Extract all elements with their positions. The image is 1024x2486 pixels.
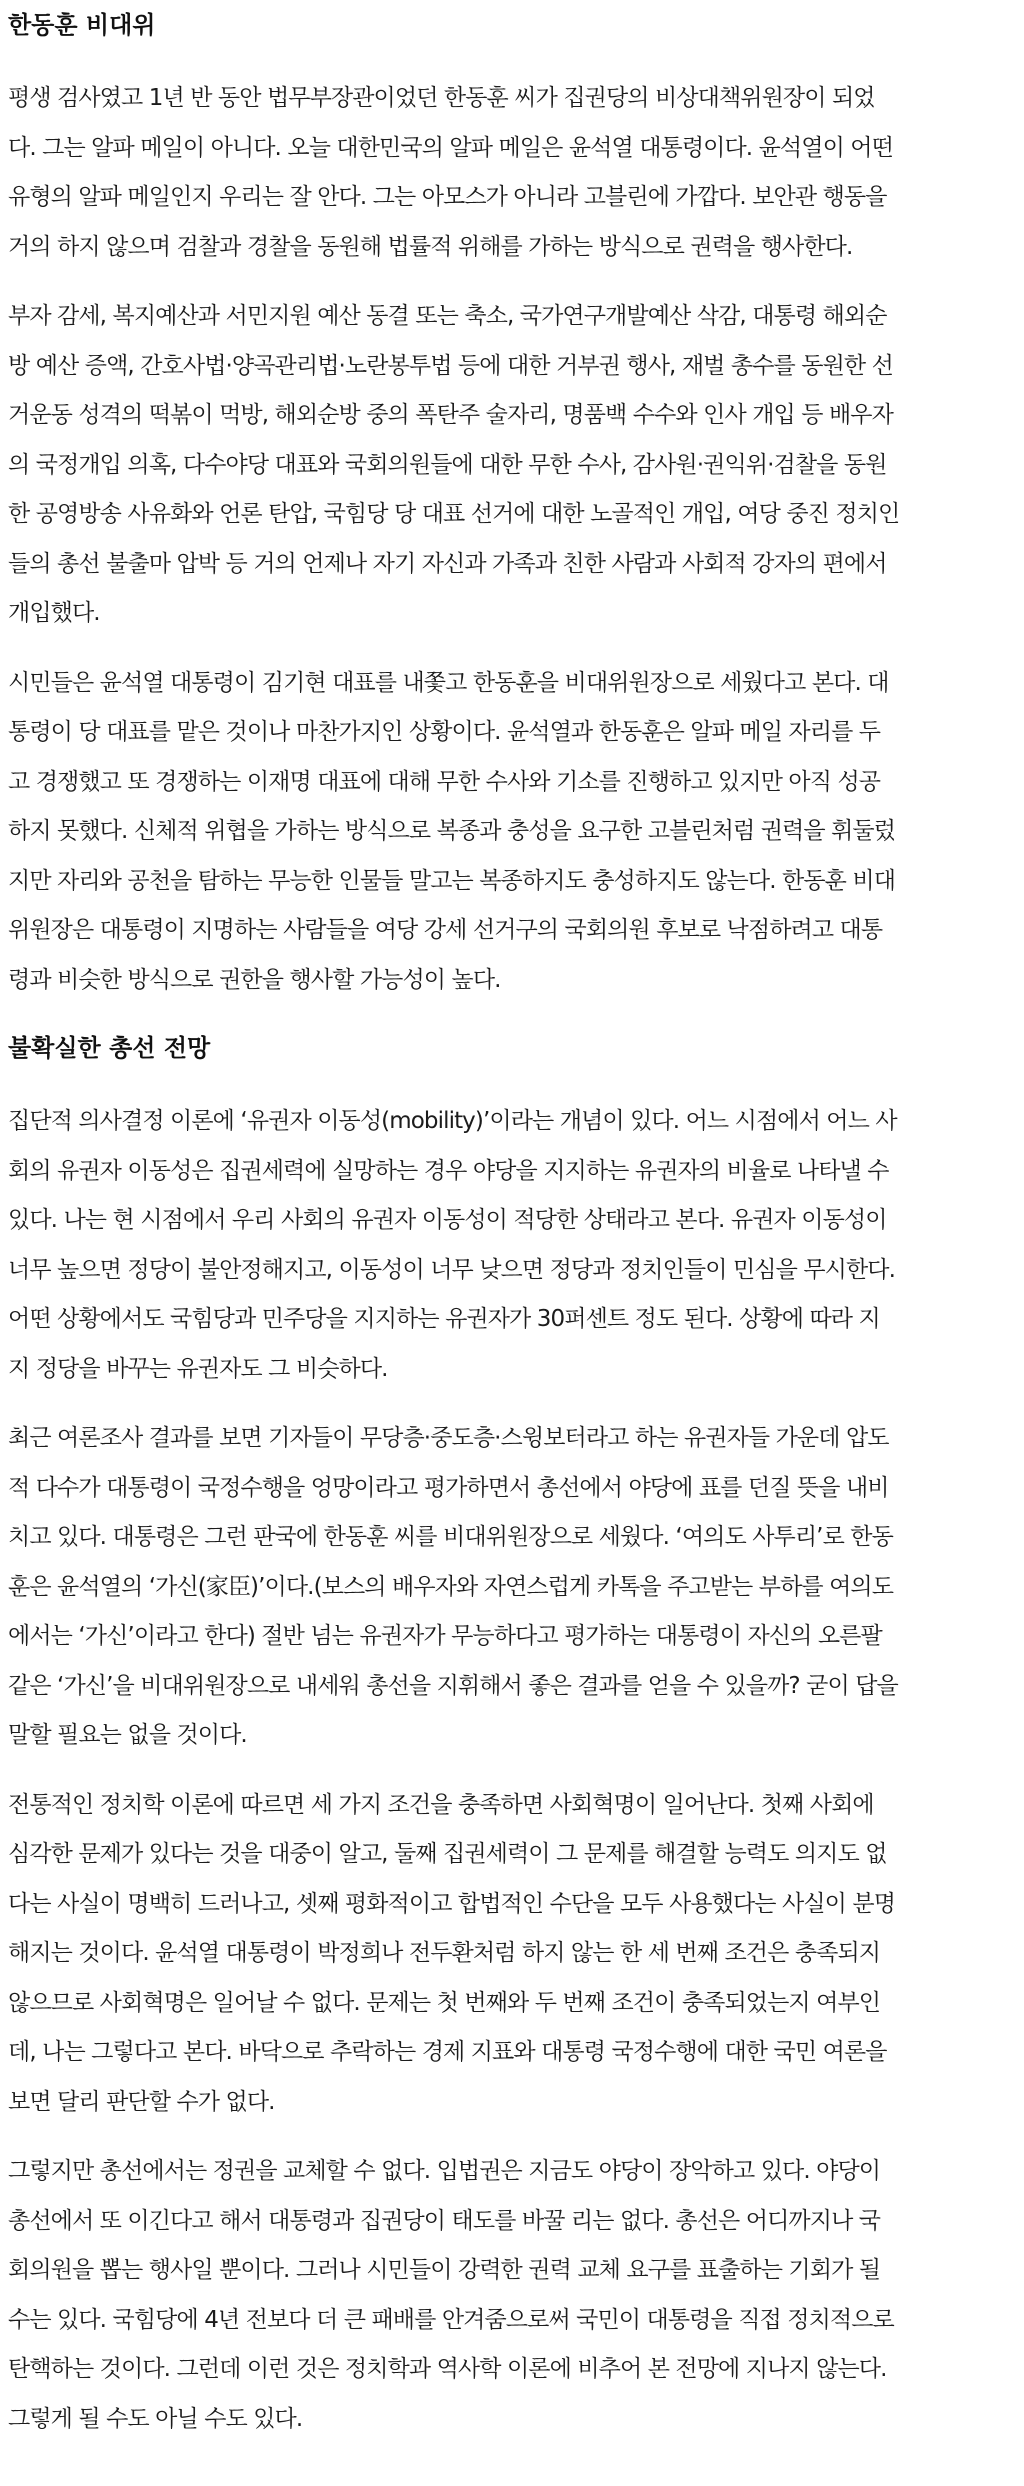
paragraph-line: 보면 달리 판단할 수가 없다. bbox=[8, 2088, 275, 2115]
paragraph-line: 거운동 성격의 떡볶이 먹방, 해외순방 중의 폭탄주 술자리, 명품백 수수와 인사 개입 등 배우자 bbox=[8, 402, 893, 428]
paragraph-line: 개입했다. bbox=[8, 600, 100, 626]
paragraph-line: 통령이 당 대표를 맡은 것이나 마찬가지인 상황이다. 윤석열과 한동훈은 알파 메일 자리를 두 bbox=[8, 719, 881, 745]
paragraph bbox=[8, 1414, 1014, 1761]
paragraph bbox=[8, 1781, 1014, 2128]
paragraph-line: 적 다수가 대통령이 국정수행을 엉망이라고 평가하면서 총선에서 야당에 표를 던질 뜻을 내비 bbox=[8, 1474, 889, 1501]
section-title-1: 한동훈 비대위 bbox=[8, 11, 156, 39]
paragraph-line: 다. 그는 알파 메일이 아니다. 오늘 대한민국의 알파 메일은 윤석열 대통령이다. 윤석열이 어떤 bbox=[8, 134, 893, 161]
paragraph-line: 다는 사실이 명백히 드러나고, 셋째 평화적이고 합법적인 수단을 모두 사용했다는 사실이 분명 bbox=[8, 1890, 896, 1917]
paragraph-line: 집단적 의사결정 이론에 ‘유권자 이동성(mobility)’이라는 개념이 있다. 어느 시점에서 어느 사 bbox=[8, 1108, 897, 1134]
paragraph-line: 한 공영방송 사유화와 언론 탄압, 국힘당 당 대표 선거에 대한 노골적인 개입, 여당 중진 정치인 bbox=[8, 501, 900, 527]
paragraph-line: 않으므로 사회혁명은 일어날 수 없다. 문제는 첫 번째와 두 번째 조건이 충족되었는지 여부인 bbox=[8, 1989, 881, 2016]
paragraph-line: 들의 총선 불출마 압박 등 거의 언제나 자기 자신과 가족과 친한 사람과 사회적 강자의 편에서 bbox=[8, 550, 887, 577]
paragraph-line: 해지는 것이다. 윤석열 대통령이 박정희나 전두환처럼 하지 않는 한 세 번째 조건은 충족되지 bbox=[8, 1940, 881, 1966]
paragraph-line: 평생 검사였고 1년 반 동안 법무부장관이었던 한동훈 씨가 집권당의 비상대책위원장이 되었 bbox=[8, 85, 875, 111]
paragraph-line: 그렇지만 총선에서는 정권을 교체할 수 없다. 입법권은 지금도 야당이 장악하고 있다. 야당이 bbox=[8, 2158, 881, 2184]
paragraph-line: 총선에서 또 이긴다고 해서 대통령과 집권당이 태도를 바꿀 리는 없다. 총선은 어디까지나 국 bbox=[8, 2207, 881, 2234]
paragraph bbox=[8, 74, 1014, 272]
paragraph-line: 말할 필요는 없을 것이다. bbox=[8, 1722, 247, 1748]
paragraph-line: 고 경쟁했고 또 경쟁하는 이재명 대표에 대해 무한 수사와 기소를 진행하고 있지만 아직 성공 bbox=[8, 768, 881, 795]
paragraph-line: 있다. 나는 현 시점에서 우리 사회의 유권자 이동성이 적당한 상태라고 본다. 유권자 이동성이 bbox=[8, 1207, 887, 1233]
paragraph-line: 그렇게 될 수도 아닐 수도 있다. bbox=[8, 2405, 303, 2432]
paragraph-line: 어떤 상황에서도 국힘당과 민주당을 지지하는 유권자가 30퍼센트 정도 된다. 상황에 따라 지 bbox=[8, 1306, 880, 1332]
paragraph-line: 지 정당을 바꾸는 유권자도 그 비슷하다. bbox=[8, 1355, 388, 1382]
paragraph-line: 시민들은 윤석열 대통령이 김기현 대표를 내쫓고 한동훈을 비대위원장으로 세웠다고 본다. 대 bbox=[8, 669, 889, 696]
section-title-2: 불확실한 총선 전망 bbox=[8, 1034, 211, 1062]
paragraph-line: 하지 못했다. 신체적 위협을 가하는 방식으로 복종과 충성을 요구한 고블린처럼 권력을 휘둘렀 bbox=[8, 818, 896, 844]
paragraph bbox=[8, 292, 1014, 639]
paragraph bbox=[8, 659, 1014, 1006]
paragraph-line: 최근 여론조사 결과를 보면 기자들이 무당층·중도층·스윙보터라고 하는 유권자들 가운데 압도 bbox=[8, 1425, 889, 1451]
paragraph-line: 탄핵하는 것이다. 그런데 이런 것은 정치학과 역사학 이론에 비추어 본 전망에 지나지 않는다. bbox=[8, 2356, 887, 2382]
paragraph-line: 지만 자리와 공천을 탐하는 무능한 인물들 말고는 복종하지도 충성하지도 않는다. 한동훈 비대 bbox=[8, 867, 896, 894]
paragraph-line: 위원장은 대통령이 지명하는 사람들을 여당 강세 선거구의 국회의원 후보로 낙점하려고 대통 bbox=[8, 917, 883, 943]
paragraph-line: 령과 비슷한 방식으로 권한을 행사할 가능성이 높다. bbox=[8, 966, 501, 993]
paragraph-line: 유형의 알파 메일인지 우리는 잘 안다. 그는 아모스가 아니라 고블린에 가깝다. 보안관 행동을 bbox=[8, 184, 887, 210]
paragraph-line: 회의원을 뽑는 행사일 뿐이다. 그러나 시민들이 강력한 권력 교체 요구를 표출하는 기회가 될 bbox=[8, 2257, 881, 2283]
paragraph-line: 심각한 문제가 있다는 것을 대중이 알고, 둘째 집권세력이 그 문제를 해결할 능력도 의지도 없 bbox=[8, 1841, 887, 1867]
paragraph-line: 치고 있다. 대통령은 그런 판국에 한동훈 씨를 비대위원장으로 세웠다. ‘여의도 사투리’로 한동 bbox=[8, 1524, 893, 1550]
paragraph-line: 같은 ‘가신’을 비대위원장으로 내세워 총선을 지휘해서 좋은 결과를 얻을 수 있을까? 굳이 답을 bbox=[8, 1672, 898, 1699]
paragraph-line: 수는 있다. 국힘당에 4년 전보다 더 큰 패배를 안겨줌으로써 국민이 대통령을 직접 정치적으로 bbox=[8, 2306, 894, 2333]
paragraph bbox=[8, 1097, 1014, 1394]
section-2-body bbox=[8, 1097, 1014, 2444]
section-1-body bbox=[8, 74, 1014, 1005]
paragraph-line: 훈은 윤석열의 ‘가신(家臣)’이다.(보스의 배우자와 자연스럽게 카톡을 주고받는 부하를 여의도 bbox=[8, 1573, 894, 1600]
paragraph-line: 너무 높으면 정당이 불안정해지고, 이동성이 너무 낮으면 정당과 정치인들이 민심을 무시한다. bbox=[8, 1256, 896, 1283]
paragraph-line: 에서는 ‘가신’이라고 한다) 절반 넘는 유권자가 무능하다고 평가하는 대통령이 자신의 오른팔 bbox=[8, 1623, 882, 1649]
paragraph bbox=[8, 2147, 1014, 2444]
paragraph-line: 전통적인 정치학 이론에 따르면 세 가지 조건을 충족하면 사회혁명이 일어난다. 첫째 사회에 bbox=[8, 1791, 874, 1818]
paragraph-line: 거의 하지 않으며 검찰과 경찰을 동원해 법률적 위해를 가하는 방식으로 권력을 행사한다. bbox=[8, 233, 853, 260]
paragraph-line: 의 국정개입 의혹, 다수야당 대표와 국회의원들에 대한 무한 수사, 감사원·권익위·검찰을 동원 bbox=[8, 451, 887, 478]
paragraph-line: 회의 유권자 이동성은 집권세력에 실망하는 경우 야당을 지지하는 유권자의 비율로 나타낼 수 bbox=[8, 1157, 889, 1184]
paragraph-line: 부자 감세, 복지예산과 서민지원 예산 동결 또는 축소, 국가연구개발예산 삭감, 대통령 해외순 bbox=[8, 303, 887, 329]
paragraph-line: 방 예산 증액, 간호사법·양곡관리법·노란봉투법 등에 대한 거부권 행사, 재벌 총수를 동원한 선 bbox=[8, 352, 893, 379]
paragraph-line: 데, 나는 그렇다고 본다. 바닥으로 추락하는 경제 지표와 대통령 국정수행에 대한 국민 여론을 bbox=[8, 2039, 887, 2065]
